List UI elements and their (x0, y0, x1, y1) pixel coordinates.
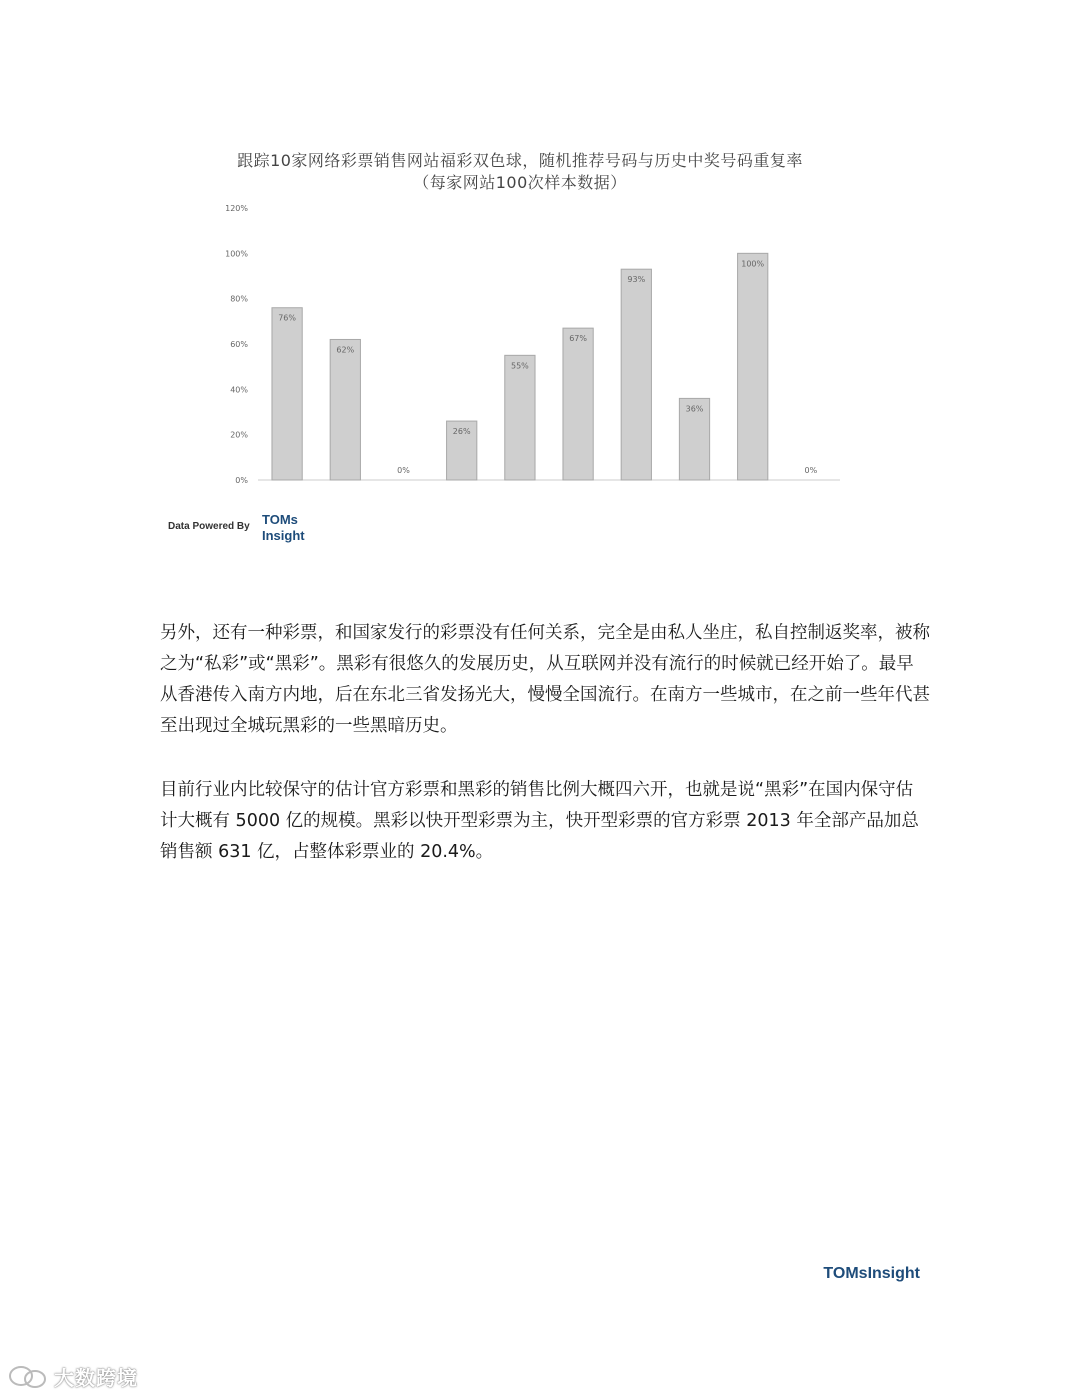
bar-chart (160, 140, 880, 560)
y-tick-label: 40% (230, 385, 248, 395)
bar-data-label: 67% (569, 334, 587, 344)
logo-line-1: TOMs (262, 512, 298, 527)
bar (621, 269, 651, 480)
watermark-text: 大数跨境 (54, 1366, 138, 1390)
bar (505, 355, 535, 480)
y-tick-label: 100% (225, 249, 248, 259)
logo-line-2: Insight (262, 528, 305, 543)
bar-data-label: 93% (627, 275, 646, 285)
body-paragraph-2: 目前行业内比较保守的估计官方彩票和黑彩的销售比例大概四六开，也就是说“黑彩”在国内保守估计大概有 5000 亿的规模。黑彩以快开型彩票为主，快开型彩票的官方彩票 2013 年全部产品加总销售额 631 亿，占整体彩票业的 20.4%。 (160, 780, 919, 862)
bar (738, 253, 768, 480)
data-powered-by-label: Data Powered By (168, 521, 250, 532)
y-tick-label: 80% (230, 294, 248, 304)
wechat-logo-icon (8, 1365, 50, 1389)
bar (272, 308, 302, 480)
footer-brand: TOMsInsight (823, 1265, 920, 1282)
bar (563, 328, 593, 480)
bar-data-label: 62% (336, 345, 355, 355)
bar-data-label: 0% (804, 466, 818, 475)
body-paragraph-1: 另外，还有一种彩票，和国家发行的彩票没有任何关系，完全是由私人坐庄，私自控制返奖率，被称之为“私彩”或“黑彩”。黑彩有很悠久的发展历史，从互联网并没有流行的时候就已经开始了。最早从香港传入南方内地，后在东北三省发扬光大，慢慢全国流行。在南方一些城市，在之前一些年代甚至出现过全城玩黑彩的一些黑暗历史。 (160, 623, 930, 736)
bar-data-label: 0% (397, 466, 410, 475)
toms-insight-logo (262, 512, 305, 544)
bar-data-label: 100% (741, 259, 765, 269)
y-tick-label: 120% (225, 204, 248, 213)
y-tick-label: 20% (230, 430, 248, 440)
y-tick-label: 0% (235, 476, 248, 485)
bar-data-label: 55% (511, 361, 529, 371)
chart-title: 跟踪10家网络彩票销售网站福彩双色球，随机推荐号码与历史中奖号码重复率 (237, 151, 803, 170)
chart-subtitle: （每家网站100次样本数据） (413, 173, 627, 192)
chart-plot-area (160, 140, 880, 560)
watermark (8, 1362, 138, 1391)
bar (330, 339, 360, 480)
bar-data-label: 36% (685, 404, 704, 414)
bar-data-label: 26% (452, 427, 471, 437)
y-tick-label: 60% (230, 340, 248, 349)
bar-data-label: 76% (278, 313, 296, 323)
